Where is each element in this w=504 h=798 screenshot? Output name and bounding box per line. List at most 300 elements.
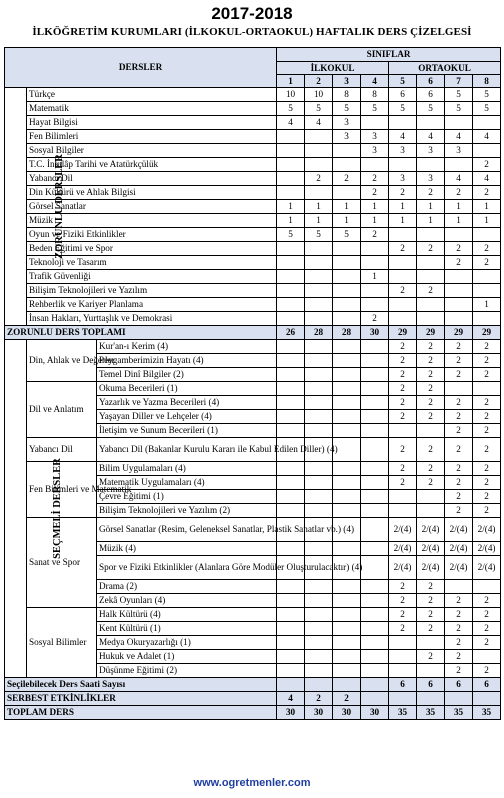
hours-cell: 5: [277, 102, 305, 116]
hours-cell: [361, 542, 389, 556]
hours-cell: 5: [417, 102, 445, 116]
hours-cell: 2: [473, 622, 501, 636]
course-name: Bilim Uygulamaları (4): [97, 462, 277, 476]
hours-cell: [445, 382, 473, 396]
table-row: [5, 242, 501, 256]
hours-cell: [305, 636, 333, 650]
hours-cell: [277, 462, 305, 476]
hours-cell: 2: [445, 368, 473, 382]
course-name: Rehberlik ve Kariyer Planlama: [27, 298, 277, 312]
hours-cell: 5: [361, 102, 389, 116]
document-subtitle: İLKÖĞRETİM KURUMLARI (İLKOKUL-ORTAOKUL) HAFTALIK DERS ÇİZELGESİ: [32, 26, 472, 38]
elective-hours-row-label: Seçilebilecek Ders Saati Sayısı: [5, 678, 277, 692]
table-row: [5, 284, 501, 298]
hours-cell: [361, 556, 389, 580]
hours-cell: 5: [333, 102, 361, 116]
hours-cell: [277, 424, 305, 438]
hours-cell: 2: [389, 410, 417, 424]
hours-cell: [445, 158, 473, 172]
hours-cell: 2: [417, 284, 445, 298]
hours-cell: 5: [305, 102, 333, 116]
hours-cell: [389, 636, 417, 650]
table-row: [5, 438, 501, 462]
course-name: Görsel Sanatlar: [27, 200, 277, 214]
hours-cell: [277, 382, 305, 396]
hours-cell: [445, 116, 473, 130]
hours-cell: [445, 580, 473, 594]
hours-cell: 2: [473, 664, 501, 678]
hours-cell: [333, 340, 361, 354]
course-name: Yazarlık ve Yazma Becerileri (4): [97, 396, 277, 410]
hours-cell: 6: [417, 88, 445, 102]
grade-header-1: 1: [277, 75, 305, 88]
hours-cell: [361, 622, 389, 636]
hours-cell: [305, 490, 333, 504]
hours-cell: [473, 580, 501, 594]
hours-cell: [417, 228, 445, 242]
hours-cell: [361, 158, 389, 172]
elective-group-name: Din, Ahlak ve Değerler: [27, 340, 97, 382]
hours-cell: 2: [445, 410, 473, 424]
course-name: Sosyal Bilgiler: [27, 144, 277, 158]
hours-cell: [417, 504, 445, 518]
hours-cell: 2/(4): [417, 518, 445, 542]
hours-cell: [305, 678, 333, 692]
table-row: [5, 382, 501, 396]
hours-cell: 28: [333, 326, 361, 340]
hours-cell: 2/(4): [417, 556, 445, 580]
hours-cell: 2: [417, 476, 445, 490]
hours-cell: 30: [333, 706, 361, 720]
hours-cell: [361, 396, 389, 410]
hours-cell: 2: [473, 186, 501, 200]
course-name: Medya Okuryazarlığı (1): [97, 636, 277, 650]
hours-cell: [333, 158, 361, 172]
hours-cell: 2: [473, 462, 501, 476]
hours-cell: [361, 242, 389, 256]
hours-cell: 2: [473, 636, 501, 650]
elective-group-name: Fen Bilimleri ve Matematik: [27, 462, 97, 518]
hours-cell: [333, 608, 361, 622]
hours-cell: [473, 116, 501, 130]
table-row: [5, 518, 501, 542]
course-name: Din Kültürü ve Ahlak Bilgisi: [27, 186, 277, 200]
hours-cell: [333, 594, 361, 608]
hours-cell: [277, 298, 305, 312]
hours-cell: [361, 256, 389, 270]
hours-cell: [333, 298, 361, 312]
hours-cell: [361, 650, 389, 664]
table-row: [5, 158, 501, 172]
hours-cell: 8: [333, 88, 361, 102]
hours-cell: [305, 340, 333, 354]
course-name: Zekâ Oyunları (4): [97, 594, 277, 608]
hours-cell: 2: [389, 354, 417, 368]
course-name: Matematik Uygulamaları (4): [97, 476, 277, 490]
hours-cell: 2: [473, 340, 501, 354]
hours-cell: [389, 270, 417, 284]
hours-cell: 28: [305, 326, 333, 340]
hours-cell: [389, 312, 417, 326]
hours-cell: [277, 130, 305, 144]
hours-cell: [361, 340, 389, 354]
hours-cell: [417, 158, 445, 172]
hours-cell: 2: [333, 692, 361, 706]
hours-cell: [361, 382, 389, 396]
course-name: Trafik Güvenliği: [27, 270, 277, 284]
hours-cell: [333, 504, 361, 518]
hours-cell: [361, 518, 389, 542]
hours-cell: [417, 312, 445, 326]
hours-cell: [305, 312, 333, 326]
elective-group-name: Dil ve Anlatım: [27, 382, 97, 438]
hours-cell: [305, 504, 333, 518]
hours-cell: [333, 242, 361, 256]
hours-cell: [277, 340, 305, 354]
table-row: [5, 200, 501, 214]
dersler-header: DERSLER: [5, 48, 277, 88]
hours-cell: [389, 490, 417, 504]
hours-cell: 2: [445, 340, 473, 354]
hours-cell: 2: [417, 354, 445, 368]
hours-cell: [277, 284, 305, 298]
hours-cell: [361, 424, 389, 438]
hours-cell: [305, 270, 333, 284]
hours-cell: 2: [445, 664, 473, 678]
hours-cell: [305, 396, 333, 410]
hours-cell: [389, 298, 417, 312]
course-name: Müzik: [27, 214, 277, 228]
hours-cell: 2: [389, 186, 417, 200]
hours-cell: [361, 476, 389, 490]
hours-cell: 1: [277, 214, 305, 228]
hours-cell: 2/(4): [445, 556, 473, 580]
hours-cell: 2: [445, 476, 473, 490]
hours-cell: [445, 298, 473, 312]
hours-cell: 2: [473, 396, 501, 410]
hours-cell: 2: [473, 490, 501, 504]
hours-cell: 29: [445, 326, 473, 340]
hours-cell: 3: [361, 130, 389, 144]
hours-cell: 1: [473, 200, 501, 214]
hours-cell: [305, 622, 333, 636]
siniflar-header: SINIFLAR: [277, 48, 501, 62]
table-row: [5, 228, 501, 242]
table-row: [5, 116, 501, 130]
hours-cell: 4: [417, 130, 445, 144]
hours-cell: 2: [473, 438, 501, 462]
hours-cell: 2: [389, 438, 417, 462]
hours-cell: [445, 312, 473, 326]
hours-cell: 3: [445, 144, 473, 158]
hours-cell: [305, 284, 333, 298]
hours-cell: [305, 242, 333, 256]
hours-cell: [333, 410, 361, 424]
hours-cell: 4: [473, 130, 501, 144]
course-name: Bilişim Teknolojileri ve Yazılım (2): [97, 504, 277, 518]
hours-cell: [277, 186, 305, 200]
hours-cell: [361, 636, 389, 650]
hours-cell: 2: [473, 368, 501, 382]
hours-cell: 2: [445, 504, 473, 518]
course-name: T.C. İnkılâp Tarihi ve Atatürkçülük: [27, 158, 277, 172]
hours-cell: 4: [305, 116, 333, 130]
hours-cell: [473, 228, 501, 242]
hours-cell: 29: [417, 326, 445, 340]
hours-cell: 6: [417, 678, 445, 692]
hours-cell: 2/(4): [389, 556, 417, 580]
course-name: Temel Dinî Bilgiler (2): [97, 368, 277, 382]
hours-cell: 2: [361, 172, 389, 186]
hours-cell: 2: [445, 622, 473, 636]
hours-cell: 1: [305, 200, 333, 214]
hours-cell: [473, 312, 501, 326]
hours-cell: 2: [305, 692, 333, 706]
hours-cell: 2: [361, 228, 389, 242]
hours-cell: 2: [389, 368, 417, 382]
hours-cell: [277, 622, 305, 636]
free-activities-row: [5, 692, 501, 706]
hours-cell: 2: [473, 594, 501, 608]
hours-cell: 2: [389, 396, 417, 410]
hours-cell: 2: [473, 424, 501, 438]
hours-cell: 1: [361, 214, 389, 228]
hours-cell: 5: [473, 102, 501, 116]
hours-cell: 2: [445, 438, 473, 462]
hours-cell: [333, 542, 361, 556]
course-name: Türkçe: [27, 88, 277, 102]
hours-cell: 2: [445, 462, 473, 476]
hours-cell: 2: [389, 476, 417, 490]
hours-cell: 2: [445, 424, 473, 438]
hours-cell: 2/(4): [473, 542, 501, 556]
hours-cell: 2: [417, 382, 445, 396]
hours-cell: 2: [417, 368, 445, 382]
hours-cell: [361, 284, 389, 298]
hours-cell: 5: [305, 228, 333, 242]
hours-cell: 8: [361, 88, 389, 102]
hours-cell: 2: [389, 462, 417, 476]
hours-cell: 4: [277, 116, 305, 130]
hours-cell: [333, 650, 361, 664]
hours-cell: 2: [305, 172, 333, 186]
hours-cell: [417, 636, 445, 650]
hours-cell: [277, 172, 305, 186]
course-name: Teknoloji ve Tasarım: [27, 256, 277, 270]
course-name: Yabancı Dil (Bakanlar Kurulu Kararı ile Kabul Edilen Diller) (4): [97, 438, 277, 462]
hours-cell: [333, 144, 361, 158]
hours-cell: [361, 664, 389, 678]
hours-cell: [361, 594, 389, 608]
course-name: Halk Kültürü (4): [97, 608, 277, 622]
footer-website: www.ogretmenler.com: [193, 777, 311, 789]
hours-cell: [305, 424, 333, 438]
required-total-label: ZORUNLU DERS TOPLAMI: [5, 326, 277, 340]
hours-cell: 5: [473, 88, 501, 102]
hours-cell: 2/(4): [445, 542, 473, 556]
hours-cell: 5: [389, 102, 417, 116]
hours-cell: [277, 354, 305, 368]
hours-cell: [389, 664, 417, 678]
hours-cell: [333, 678, 361, 692]
hours-cell: 30: [305, 706, 333, 720]
grade-header-7: 7: [445, 75, 473, 88]
hours-cell: [361, 354, 389, 368]
hours-cell: [417, 116, 445, 130]
hours-cell: 1: [333, 214, 361, 228]
hours-cell: 2/(4): [389, 518, 417, 542]
table-row: [5, 608, 501, 622]
hours-cell: [333, 490, 361, 504]
hours-cell: [333, 256, 361, 270]
course-name: Yabancı Dil: [27, 172, 277, 186]
hours-cell: 1: [473, 298, 501, 312]
hours-cell: [417, 490, 445, 504]
hours-cell: 30: [361, 326, 389, 340]
course-name: Fen Bilimleri: [27, 130, 277, 144]
hours-cell: [277, 542, 305, 556]
hours-cell: 10: [305, 88, 333, 102]
hours-cell: [305, 158, 333, 172]
hours-cell: 1: [361, 270, 389, 284]
hours-cell: [333, 354, 361, 368]
elective-group-name: Yabancı Dil: [27, 438, 97, 462]
hours-cell: [277, 312, 305, 326]
hours-cell: 2: [417, 462, 445, 476]
hours-cell: 2: [445, 608, 473, 622]
hours-cell: 5: [445, 102, 473, 116]
hours-cell: 4: [277, 692, 305, 706]
table-row: [5, 144, 501, 158]
hours-cell: [361, 490, 389, 504]
hours-cell: [333, 424, 361, 438]
hours-cell: 2: [445, 650, 473, 664]
hours-cell: [305, 130, 333, 144]
hours-cell: 2: [333, 172, 361, 186]
hours-cell: [305, 368, 333, 382]
hours-cell: [333, 664, 361, 678]
hours-cell: 3: [417, 144, 445, 158]
course-name: Oyun ve Fiziki Etkinlikler: [27, 228, 277, 242]
hours-cell: 5: [445, 88, 473, 102]
hours-cell: 2/(4): [473, 556, 501, 580]
hours-cell: [445, 270, 473, 284]
table-row: [5, 130, 501, 144]
hours-cell: 2: [417, 410, 445, 424]
hours-cell: 2: [445, 636, 473, 650]
course-name: Drama (2): [97, 580, 277, 594]
hours-cell: [277, 608, 305, 622]
hours-cell: [417, 664, 445, 678]
hours-cell: [333, 284, 361, 298]
hours-cell: [305, 462, 333, 476]
hours-cell: [361, 692, 389, 706]
hours-cell: 10: [277, 88, 305, 102]
course-name: Matematik: [27, 102, 277, 116]
hours-cell: [473, 270, 501, 284]
hours-cell: 35: [417, 706, 445, 720]
course-name: Bilişim Teknolojileri ve Yazılım: [27, 284, 277, 298]
hours-cell: [277, 396, 305, 410]
free-activities-row-label: SERBEST ETKİNLİKLER: [5, 692, 277, 706]
required-total-row: [5, 326, 501, 340]
course-name: Spor ve Fiziki Etkinlikler (Alanlara Göre Modüler Oluşturulacaktır) (4): [97, 556, 277, 580]
course-name: Görsel Sanatlar (Resim, Geleneksel Sanatlar, Plastik Sanatlar vb.) (4): [97, 518, 277, 542]
hours-cell: 2/(4): [417, 542, 445, 556]
hours-cell: 3: [361, 144, 389, 158]
hours-cell: [473, 650, 501, 664]
hours-cell: 2: [445, 594, 473, 608]
table-row: [5, 88, 501, 102]
hours-cell: 29: [389, 326, 417, 340]
elective-hours-row: [5, 678, 501, 692]
hours-cell: 35: [389, 706, 417, 720]
table-row: [5, 340, 501, 354]
hours-cell: [277, 410, 305, 424]
hours-cell: 6: [389, 88, 417, 102]
table-row: [5, 172, 501, 186]
course-name: Çevre Eğitimi (1): [97, 490, 277, 504]
hours-cell: [473, 144, 501, 158]
elective-group-name: Sosyal Bilimler: [27, 608, 97, 678]
table-row: [5, 462, 501, 476]
hours-cell: 6: [389, 678, 417, 692]
hours-cell: 1: [417, 214, 445, 228]
hours-cell: [305, 608, 333, 622]
hours-cell: 5: [277, 228, 305, 242]
hours-cell: 2: [417, 242, 445, 256]
hours-cell: [305, 664, 333, 678]
table-row: [5, 102, 501, 116]
grade-header-5: 5: [389, 75, 417, 88]
hours-cell: [277, 144, 305, 158]
hours-cell: [473, 284, 501, 298]
hours-cell: 2: [445, 242, 473, 256]
course-name: Hukuk ve Adalet (1): [97, 650, 277, 664]
course-name: Müzik (4): [97, 542, 277, 556]
hours-cell: 2: [445, 256, 473, 270]
grade-header-3: 3: [333, 75, 361, 88]
hours-cell: 2: [417, 594, 445, 608]
hours-cell: [305, 476, 333, 490]
hours-cell: [417, 692, 445, 706]
hours-cell: 2: [389, 594, 417, 608]
hours-cell: [389, 158, 417, 172]
hours-cell: 2: [417, 340, 445, 354]
hours-cell: 2: [389, 242, 417, 256]
hours-cell: 4: [445, 130, 473, 144]
hours-cell: [361, 608, 389, 622]
hours-cell: 1: [417, 200, 445, 214]
schedule-table: [4, 47, 501, 720]
hours-cell: 2: [417, 396, 445, 410]
hours-cell: 2: [473, 354, 501, 368]
grand-total-row: [5, 706, 501, 720]
hours-cell: 1: [389, 200, 417, 214]
hours-cell: 1: [445, 214, 473, 228]
hours-cell: 2: [389, 340, 417, 354]
hours-cell: 1: [277, 200, 305, 214]
hours-cell: [277, 636, 305, 650]
table-row: [5, 214, 501, 228]
hours-cell: [417, 270, 445, 284]
hours-cell: 2: [389, 580, 417, 594]
hours-cell: [305, 298, 333, 312]
hours-cell: 4: [473, 172, 501, 186]
course-name: Kent Kültürü (1): [97, 622, 277, 636]
hours-cell: 4: [445, 172, 473, 186]
hours-cell: [361, 504, 389, 518]
